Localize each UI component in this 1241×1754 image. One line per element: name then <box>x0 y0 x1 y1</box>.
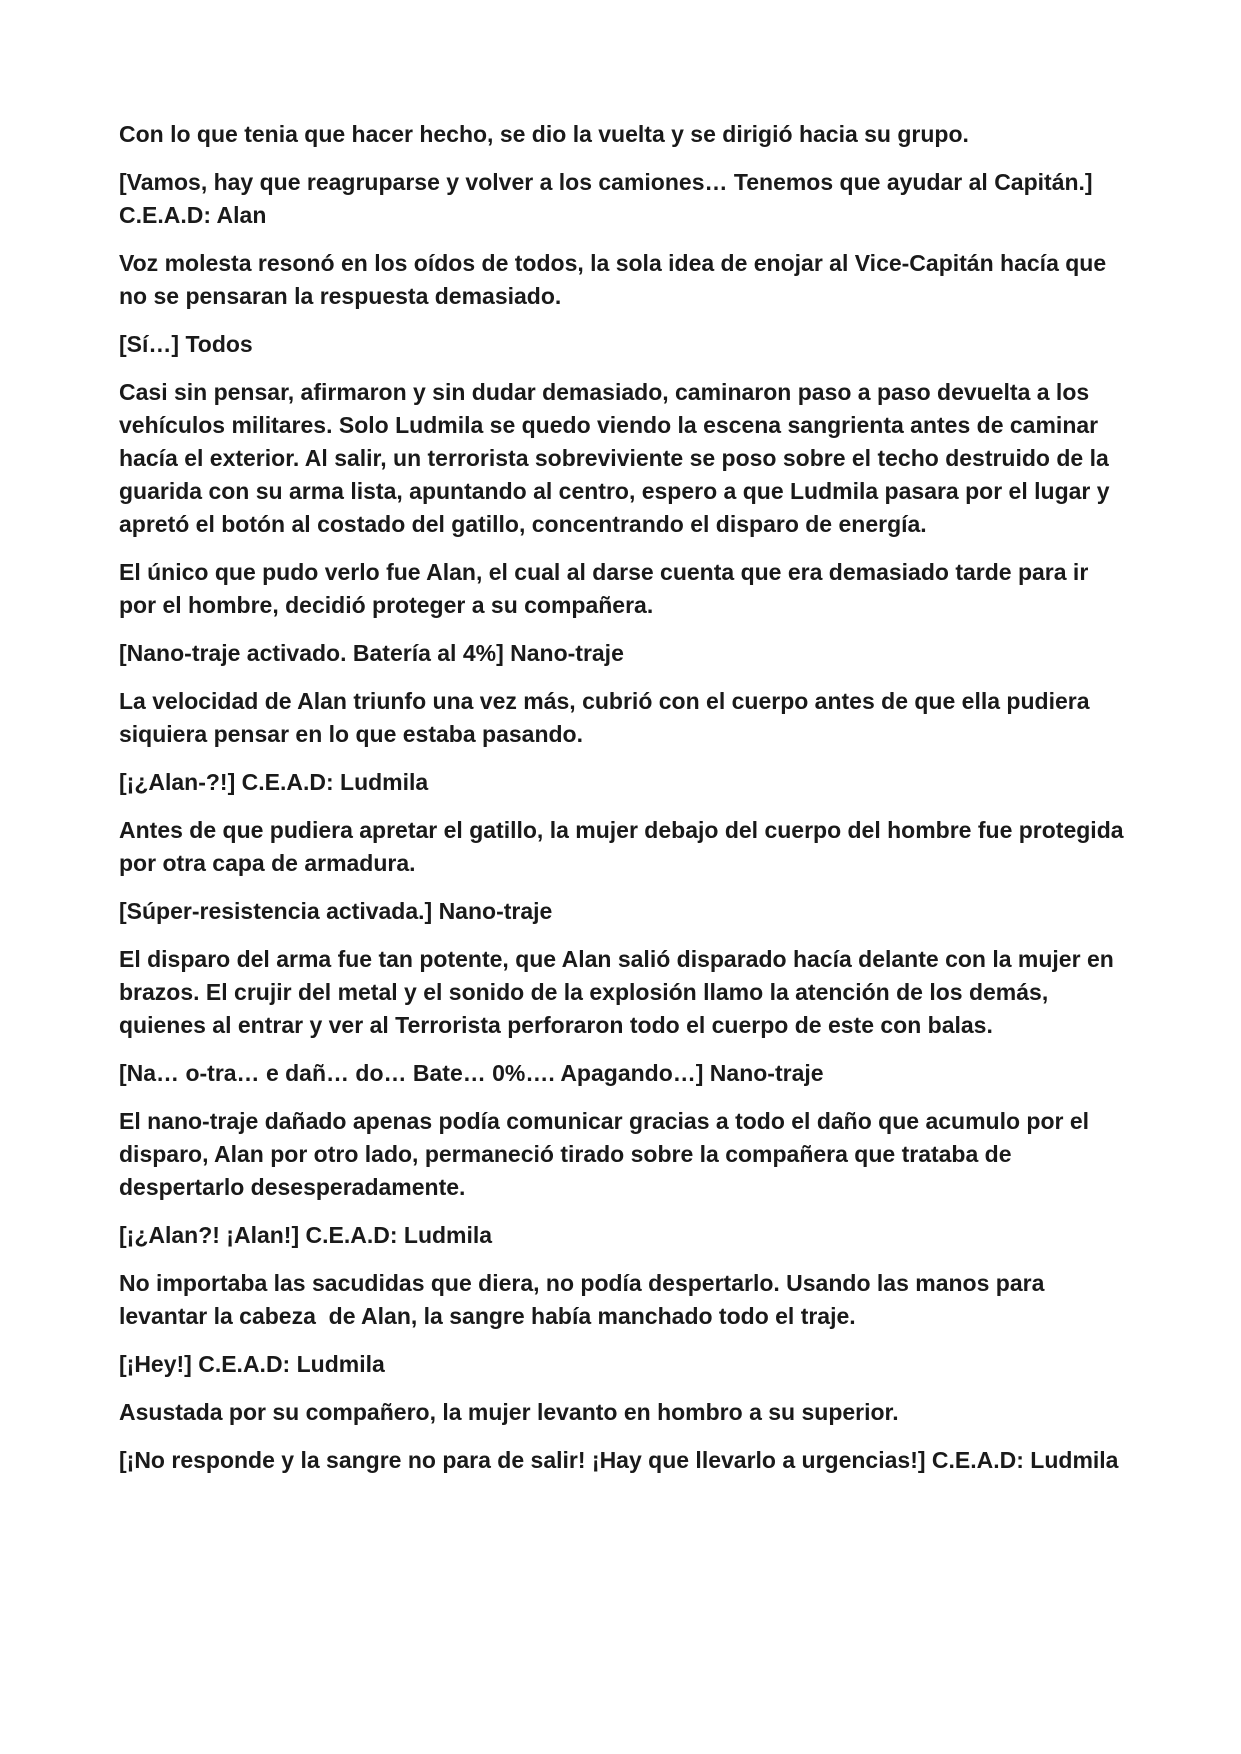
narration-paragraph: El disparo del arma fue tan potente, que Alan salió disparado hacía delante con la mujer en brazos. El crujir del metal y el sonido de la explosión llamo la atención de los demás, quienes al entrar y ver al Terrorista perforaron todo el cuerpo de este con balas. <box>119 946 1121 1038</box>
dialogue-line: [Vamos, hay que reagruparse y volver a los camiones… Tenemos que ayudar al Capitán.] C.E.A.D: Alan <box>119 169 1099 228</box>
narration-paragraph: La velocidad de Alan triunfo una vez más, cubrió con el cuerpo antes de que ella pudiera siquiera pensar en lo que estaba pasando. <box>119 688 1096 747</box>
dialogue-line: [Sí…] Todos <box>119 331 253 357</box>
narration-paragraph: Asustada por su compañero, la mujer levanto en hombro a su superior. <box>119 1399 899 1425</box>
narration-paragraph: Voz molesta resonó en los oídos de todos, la sola idea de enojar al Vice-Capitán hacía que no se pensaran la respuesta demasiado. <box>119 250 1113 309</box>
dialogue-line: [Na… o-tra… e dañ… do… Bate… 0%…. Apagando…] Nano-traje <box>119 1060 824 1086</box>
dialogue-line: [¡¿Alan-?!] C.E.A.D: Ludmila <box>119 769 429 795</box>
narration-paragraph: El único que pudo verlo fue Alan, el cual al darse cuenta que era demasiado tarde para ir por el hombre, decidió proteger a su compañera. <box>119 559 1095 618</box>
narration-paragraph: Con lo que tenia que hacer hecho, se dio la vuelta y se dirigió hacia su grupo. <box>119 121 969 147</box>
narration-paragraph: Casi sin pensar, afirmaron y sin dudar demasiado, caminaron paso a paso devuelta a los vehículos militares. Solo Ludmila se quedo viendo la escena sangrienta antes de caminar hacía el exterior. Al salir, un terrorista sobreviviente se poso sobre el techo destruido de la guarida con su arma lista, apuntando al centro, espero a que Ludmila pasara por el lugar y apretó el botón al costado del gatillo, concentrando el disparo de energía. <box>119 379 1116 537</box>
document-page <box>119 118 1129 1492</box>
dialogue-line: [Súper-resistencia activada.] Nano-traje <box>119 898 553 924</box>
narration-paragraph: El nano-traje dañado apenas podía comunicar gracias a todo el daño que acumulo por el disparo, Alan por otro lado, permaneció tirado sobre la compañera que trataba de despertarlo desesperadamente. <box>119 1108 1096 1200</box>
narration-paragraph: Antes de que pudiera apretar el gatillo, la mujer debajo del cuerpo del hombre fue protegida por otra capa de armadura. <box>119 817 1130 876</box>
dialogue-line: [¡No responde y la sangre no para de salir! ¡Hay que llevarlo a urgencias!] C.E.A.D: Ludmila <box>119 1447 1119 1473</box>
dialogue-line: [¡¿Alan?! ¡Alan!] C.E.A.D: Ludmila <box>119 1222 493 1248</box>
dialogue-line: [¡Hey!] C.E.A.D: Ludmila <box>119 1351 385 1377</box>
dialogue-line: [Nano-traje activado. Batería al 4%] Nano-traje <box>119 640 624 666</box>
narration-paragraph: No importaba las sacudidas que diera, no podía despertarlo. Usando las manos para levantar la cabeza de Alan, la sangre había manchado todo el traje. <box>119 1270 1051 1329</box>
